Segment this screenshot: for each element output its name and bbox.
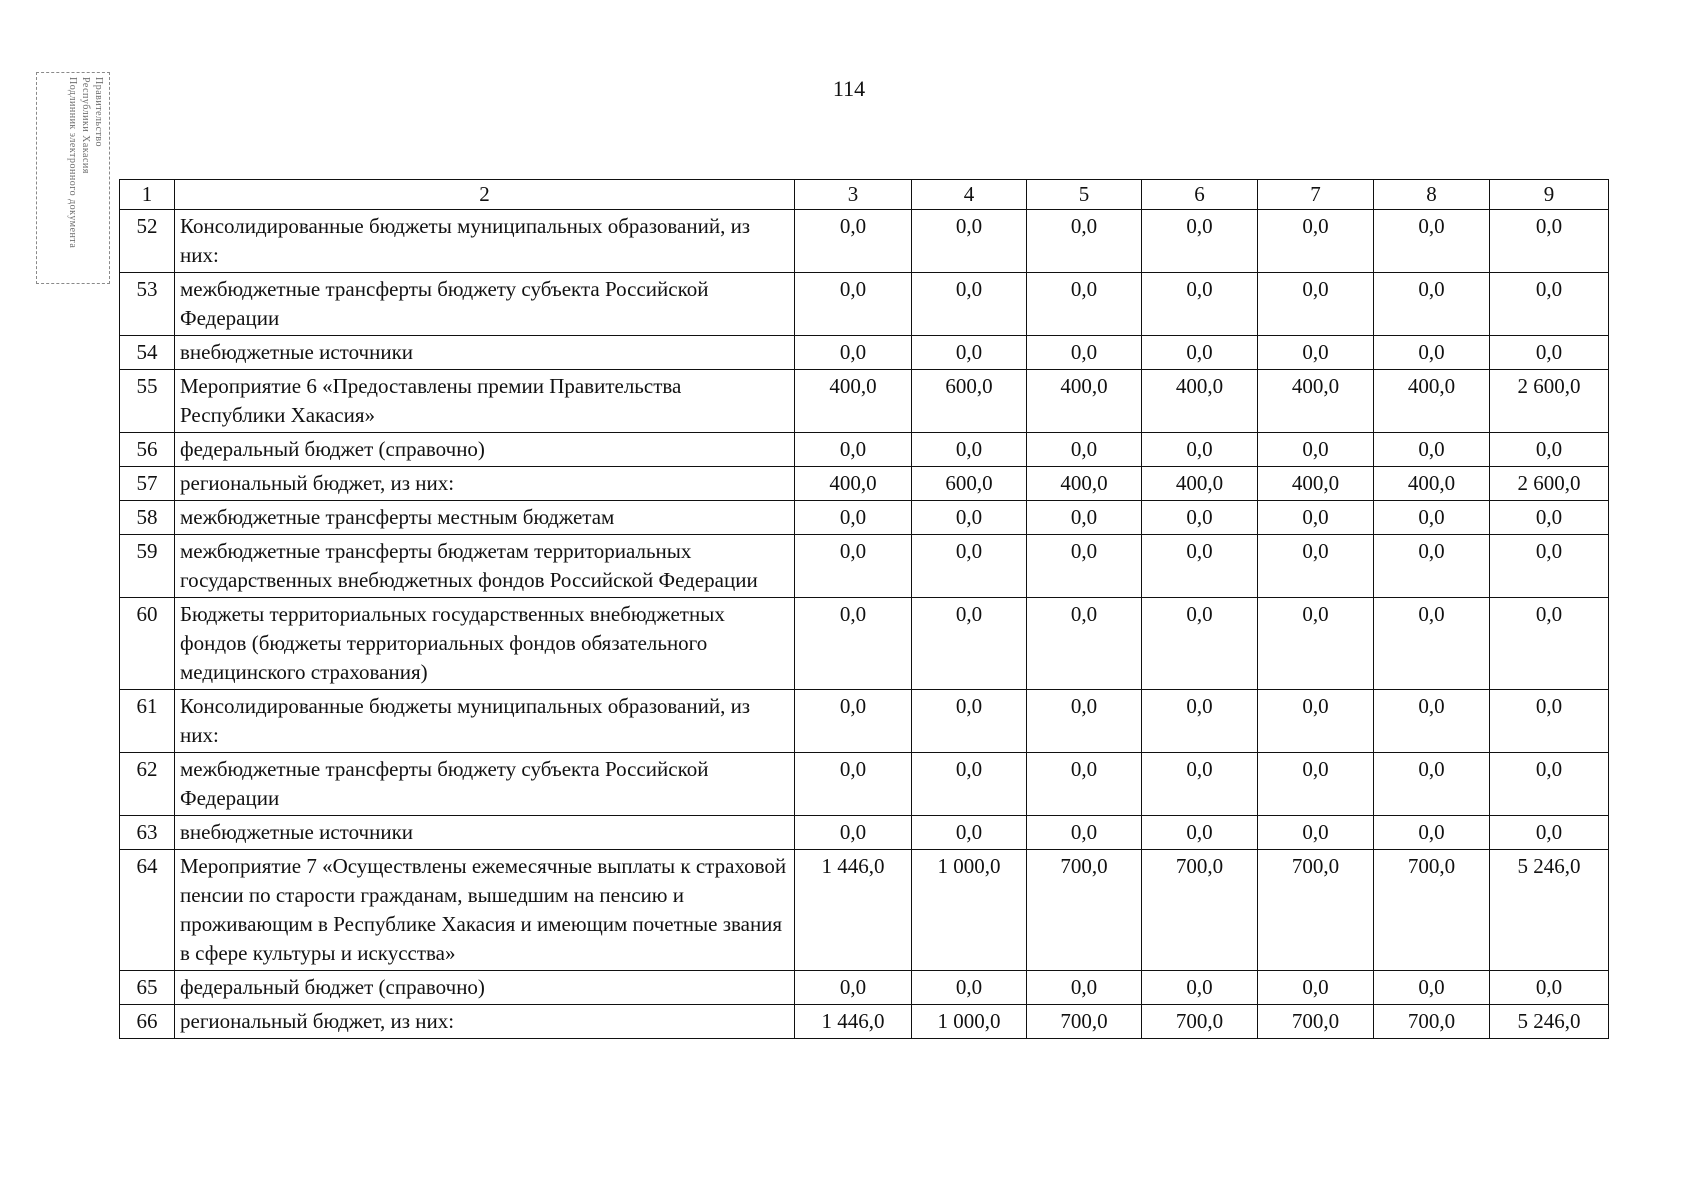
value-cell: 1 000,0 <box>912 1005 1027 1039</box>
value-cell: 0,0 <box>1258 753 1374 816</box>
row-description: Консолидированные бюджеты муниципальных образований, из них: <box>175 210 795 273</box>
row-number: 55 <box>120 370 175 433</box>
value-cell: 0,0 <box>1142 210 1258 273</box>
value-cell: 0,0 <box>1258 433 1374 467</box>
value-cell: 0,0 <box>1374 273 1490 336</box>
value-cell: 0,0 <box>912 501 1027 535</box>
value-cell: 0,0 <box>1490 816 1609 850</box>
document-stamp <box>36 72 110 284</box>
value-cell: 0,0 <box>1490 971 1609 1005</box>
value-cell: 0,0 <box>1374 535 1490 598</box>
value-cell: 0,0 <box>795 598 912 690</box>
table-body <box>120 210 1609 1039</box>
value-cell: 0,0 <box>1027 501 1142 535</box>
column-header: 5 <box>1027 180 1142 210</box>
value-cell: 400,0 <box>1027 467 1142 501</box>
value-cell: 0,0 <box>1027 273 1142 336</box>
row-description: федеральный бюджет (справочно) <box>175 433 795 467</box>
row-description: региональный бюджет, из них: <box>175 467 795 501</box>
value-cell: 400,0 <box>1142 467 1258 501</box>
value-cell: 5 246,0 <box>1490 1005 1609 1039</box>
value-cell: 0,0 <box>912 971 1027 1005</box>
row-description: межбюджетные трансферты бюджетам территориальных государственных внебюджетных фондов Российской Федерации <box>175 535 795 598</box>
value-cell: 0,0 <box>795 336 912 370</box>
value-cell: 700,0 <box>1258 850 1374 971</box>
value-cell: 0,0 <box>1142 598 1258 690</box>
value-cell: 1 446,0 <box>795 850 912 971</box>
value-cell: 0,0 <box>1490 273 1609 336</box>
value-cell: 0,0 <box>1490 433 1609 467</box>
value-cell: 0,0 <box>795 753 912 816</box>
value-cell: 700,0 <box>1142 850 1258 971</box>
row-description: межбюджетные трансферты местным бюджетам <box>175 501 795 535</box>
value-cell: 0,0 <box>795 433 912 467</box>
value-cell: 0,0 <box>912 273 1027 336</box>
row-number: 66 <box>120 1005 175 1039</box>
row-description: региональный бюджет, из них: <box>175 1005 795 1039</box>
value-cell: 0,0 <box>1374 210 1490 273</box>
column-header: 7 <box>1258 180 1374 210</box>
table-row <box>120 690 1609 753</box>
value-cell: 0,0 <box>1258 210 1374 273</box>
stamp-line-2: Республики Хакасия <box>80 77 91 174</box>
value-cell: 0,0 <box>1490 753 1609 816</box>
value-cell: 0,0 <box>1490 336 1609 370</box>
table-header <box>120 180 1609 210</box>
row-number: 62 <box>120 753 175 816</box>
value-cell: 0,0 <box>1374 753 1490 816</box>
table-row <box>120 535 1609 598</box>
row-description: Консолидированные бюджеты муниципальных образований, из них: <box>175 690 795 753</box>
value-cell: 400,0 <box>795 370 912 433</box>
value-cell: 0,0 <box>795 501 912 535</box>
value-cell: 0,0 <box>1142 690 1258 753</box>
value-cell: 0,0 <box>1490 598 1609 690</box>
table-row <box>120 370 1609 433</box>
column-header: 6 <box>1142 180 1258 210</box>
row-number: 58 <box>120 501 175 535</box>
stamp-line-1: Правительство <box>93 77 104 148</box>
value-cell: 1 000,0 <box>912 850 1027 971</box>
value-cell: 0,0 <box>912 535 1027 598</box>
table-row <box>120 336 1609 370</box>
table-row <box>120 850 1609 971</box>
row-number: 57 <box>120 467 175 501</box>
row-number: 65 <box>120 971 175 1005</box>
table-row <box>120 210 1609 273</box>
value-cell: 0,0 <box>1258 535 1374 598</box>
row-number: 54 <box>120 336 175 370</box>
value-cell: 0,0 <box>1374 598 1490 690</box>
value-cell: 0,0 <box>1142 273 1258 336</box>
value-cell: 0,0 <box>795 816 912 850</box>
value-cell: 0,0 <box>1027 210 1142 273</box>
row-description: Бюджеты территориальных государственных внебюджетных фондов (бюджеты территориальных фондов обязательного медицинского страхования) <box>175 598 795 690</box>
row-number: 56 <box>120 433 175 467</box>
value-cell: 600,0 <box>912 467 1027 501</box>
value-cell: 0,0 <box>795 971 912 1005</box>
value-cell: 0,0 <box>795 273 912 336</box>
value-cell: 0,0 <box>912 210 1027 273</box>
value-cell: 700,0 <box>1374 850 1490 971</box>
row-description: внебюджетные источники <box>175 336 795 370</box>
table-row <box>120 1005 1609 1039</box>
column-header: 2 <box>175 180 795 210</box>
row-description: Мероприятие 6 «Предоставлены премии Правительства Республики Хакасия» <box>175 370 795 433</box>
value-cell: 0,0 <box>1374 690 1490 753</box>
value-cell: 0,0 <box>912 598 1027 690</box>
value-cell: 700,0 <box>1027 1005 1142 1039</box>
value-cell: 700,0 <box>1258 1005 1374 1039</box>
row-description: межбюджетные трансферты бюджету субъекта Российской Федерации <box>175 753 795 816</box>
value-cell: 400,0 <box>795 467 912 501</box>
value-cell: 0,0 <box>1258 690 1374 753</box>
row-number: 53 <box>120 273 175 336</box>
value-cell: 400,0 <box>1142 370 1258 433</box>
page-number: 114 <box>832 76 866 101</box>
value-cell: 0,0 <box>1027 690 1142 753</box>
value-cell: 0,0 <box>1374 433 1490 467</box>
value-cell: 400,0 <box>1027 370 1142 433</box>
value-cell: 0,0 <box>1027 598 1142 690</box>
value-cell: 0,0 <box>1374 971 1490 1005</box>
value-cell: 0,0 <box>1258 971 1374 1005</box>
column-header: 3 <box>795 180 912 210</box>
value-cell: 0,0 <box>1258 501 1374 535</box>
value-cell: 0,0 <box>912 336 1027 370</box>
row-description: федеральный бюджет (справочно) <box>175 971 795 1005</box>
stamp-line-3: Подлинник электронного документа <box>67 77 78 249</box>
value-cell: 5 246,0 <box>1490 850 1609 971</box>
value-cell: 0,0 <box>1142 816 1258 850</box>
value-cell: 0,0 <box>1490 501 1609 535</box>
row-number: 61 <box>120 690 175 753</box>
value-cell: 0,0 <box>1374 336 1490 370</box>
value-cell: 0,0 <box>912 433 1027 467</box>
value-cell: 0,0 <box>1258 816 1374 850</box>
table-row <box>120 467 1609 501</box>
value-cell: 700,0 <box>1374 1005 1490 1039</box>
value-cell: 0,0 <box>1374 501 1490 535</box>
value-cell: 0,0 <box>1490 535 1609 598</box>
column-header: 8 <box>1374 180 1490 210</box>
value-cell: 0,0 <box>912 753 1027 816</box>
value-cell: 2 600,0 <box>1490 467 1609 501</box>
row-number: 52 <box>120 210 175 273</box>
table-row <box>120 598 1609 690</box>
value-cell: 0,0 <box>1142 535 1258 598</box>
value-cell: 0,0 <box>1490 690 1609 753</box>
row-description: межбюджетные трансферты бюджету субъекта Российской Федерации <box>175 273 795 336</box>
value-cell: 0,0 <box>1374 816 1490 850</box>
table-row <box>120 816 1609 850</box>
value-cell: 0,0 <box>795 210 912 273</box>
table-row <box>120 273 1609 336</box>
value-cell: 0,0 <box>1027 971 1142 1005</box>
value-cell: 0,0 <box>1027 535 1142 598</box>
value-cell: 400,0 <box>1258 467 1374 501</box>
header-row <box>120 180 1609 210</box>
value-cell: 0,0 <box>1258 336 1374 370</box>
table-row <box>120 753 1609 816</box>
value-cell: 0,0 <box>1027 433 1142 467</box>
value-cell: 0,0 <box>1490 210 1609 273</box>
value-cell: 0,0 <box>1258 273 1374 336</box>
value-cell: 0,0 <box>1142 433 1258 467</box>
value-cell: 2 600,0 <box>1490 370 1609 433</box>
table-row <box>120 971 1609 1005</box>
column-header: 4 <box>912 180 1027 210</box>
column-header: 1 <box>120 180 175 210</box>
budget-table <box>119 179 1609 1039</box>
value-cell: 0,0 <box>795 690 912 753</box>
value-cell: 0,0 <box>1027 336 1142 370</box>
value-cell: 1 446,0 <box>795 1005 912 1039</box>
value-cell: 0,0 <box>912 816 1027 850</box>
value-cell: 400,0 <box>1374 370 1490 433</box>
row-number: 64 <box>120 850 175 971</box>
value-cell: 600,0 <box>912 370 1027 433</box>
row-number: 60 <box>120 598 175 690</box>
value-cell: 0,0 <box>1142 753 1258 816</box>
value-cell: 700,0 <box>1142 1005 1258 1039</box>
row-number: 63 <box>120 816 175 850</box>
value-cell: 0,0 <box>912 690 1027 753</box>
row-description: внебюджетные источники <box>175 816 795 850</box>
value-cell: 400,0 <box>1258 370 1374 433</box>
value-cell: 0,0 <box>1027 816 1142 850</box>
stamp-text <box>39 77 105 281</box>
value-cell: 0,0 <box>1142 501 1258 535</box>
value-cell: 0,0 <box>795 535 912 598</box>
value-cell: 0,0 <box>1142 336 1258 370</box>
table-row <box>120 433 1609 467</box>
value-cell: 0,0 <box>1258 598 1374 690</box>
value-cell: 0,0 <box>1027 753 1142 816</box>
column-header: 9 <box>1490 180 1609 210</box>
value-cell: 400,0 <box>1374 467 1490 501</box>
row-number: 59 <box>120 535 175 598</box>
row-description: Мероприятие 7 «Осуществлены ежемесячные выплаты к страховой пенсии по старости гражданам, вышедшим на пенсию и проживающим в Республике Хакасия и имеющим почетные звания в сфере культуры и искусства» <box>175 850 795 971</box>
table-row <box>120 501 1609 535</box>
value-cell: 0,0 <box>1142 971 1258 1005</box>
value-cell: 700,0 <box>1027 850 1142 971</box>
